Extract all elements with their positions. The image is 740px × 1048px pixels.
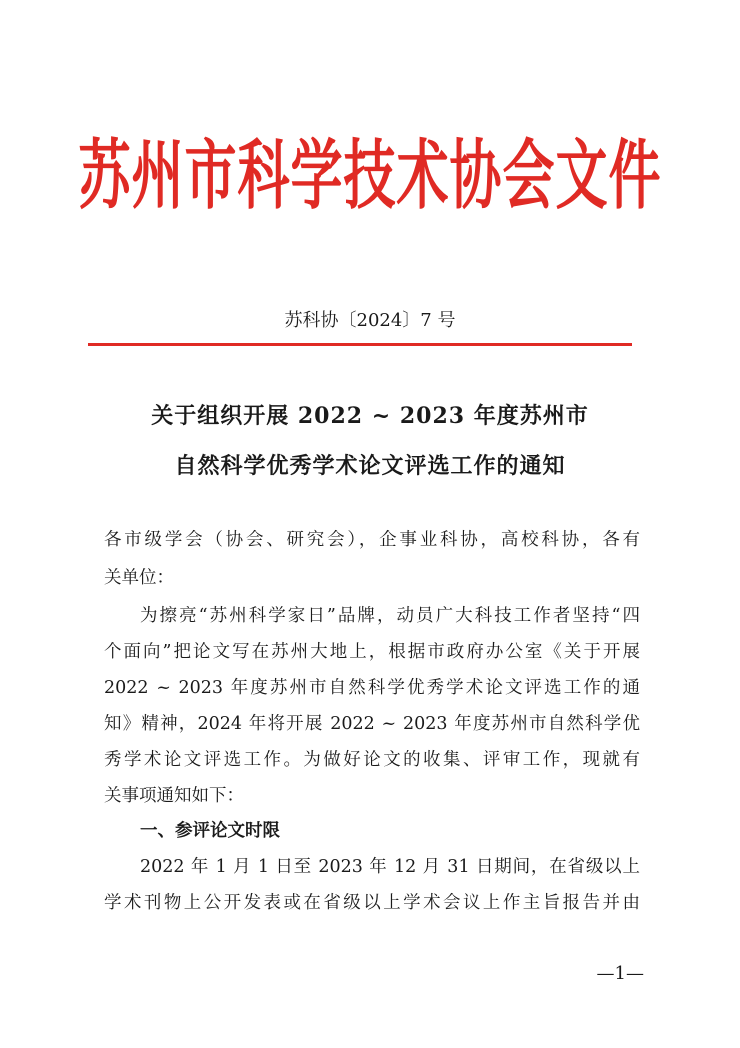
section-1-line-2: 学术刊物上公开发表或在省级以上学术会议上作主旨报告并由 bbox=[104, 893, 640, 913]
red-divider-line bbox=[88, 343, 632, 346]
intro-line-6: 关事项通知如下： bbox=[104, 786, 244, 806]
section-1-line-1: 2022 年 1 月 1 日至 2023 年 12 月 31 日期间，在省级以上 bbox=[140, 857, 640, 877]
intro-line-4: 知》精神，2024 年将开展 2022 ~ 2023 年度苏州市自然科学优 bbox=[104, 714, 640, 734]
notice-title-line-2: 自然科学优秀学术论文评选工作的通知 bbox=[174, 453, 566, 479]
intro-line-1: 为擦亮“苏州科学家日”品牌，动员广大科技工作者坚持“四 bbox=[140, 606, 640, 626]
addressee-line-1: 各市级学会（协会、研究会），企事业科协，高校科协，各有 bbox=[104, 530, 640, 550]
addressee-line-2: 关单位： bbox=[104, 568, 174, 588]
intro-line-3: 2022 ~ 2023 年度苏州市自然科学优秀学术论文评选工作的通 bbox=[104, 678, 640, 698]
page-number: —1— bbox=[596, 963, 644, 984]
document-number: 苏科协〔2024〕7 号 bbox=[284, 310, 456, 331]
notice-title-line-1: 关于组织开展 2022 ~ 2023 年度苏州市 bbox=[151, 403, 589, 429]
intro-line-5: 秀学术论文评选工作。为做好论文的收集、评审工作，现就有 bbox=[104, 750, 640, 770]
document-header-title: 苏州市科学技术协会文件 bbox=[78, 132, 662, 221]
section-1-heading: 一、参评论文时限 bbox=[140, 821, 280, 841]
intro-line-2: 个面向”把论文写在苏州大地上，根据市政府办公室《关于开展 bbox=[104, 642, 640, 662]
